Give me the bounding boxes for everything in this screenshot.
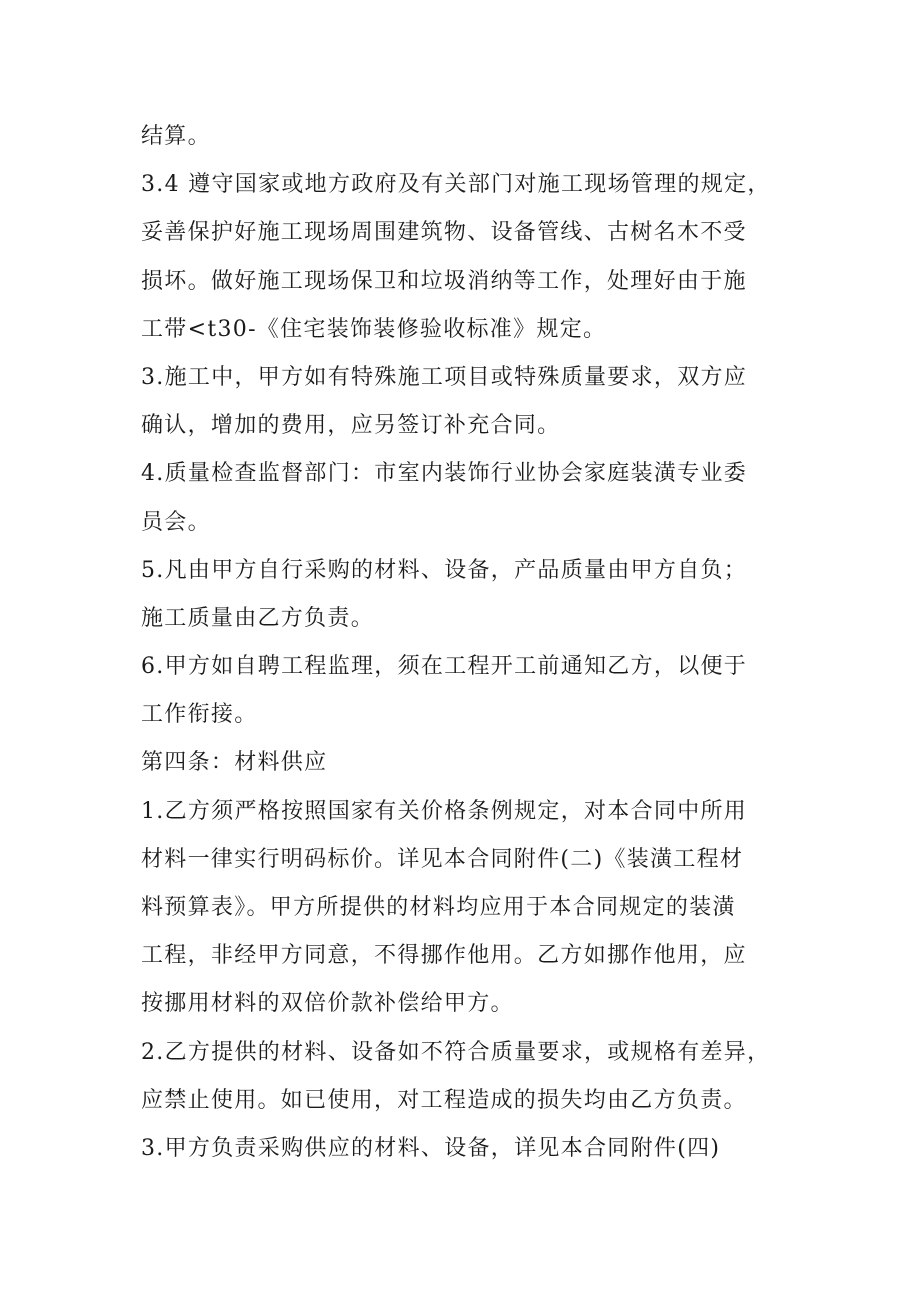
text-line: 工程，非经甲方同意，不得挪作他用。乙方如挪作他用，应 <box>141 943 747 969</box>
text-line: 3.甲方负责采购供应的材料、设备，详见本合同附件(四) <box>141 1135 721 1161</box>
text-line: 应禁止使用。如已使用，对工程造成的损失均由乙方负责。 <box>141 1087 747 1113</box>
text-line: 确认，增加的费用，应另签订补充合同。 <box>141 413 561 439</box>
text-line: 施工质量由乙方负责。 <box>141 605 375 631</box>
text-line: 3.施工中，甲方如有特殊施工项目或特殊质量要求，双方应 <box>141 364 748 390</box>
text-line: 工作衔接。 <box>141 702 258 728</box>
text-line: 1.乙方须严格按照国家有关价格条例规定，对本合同中所用 <box>141 798 748 824</box>
section-heading: 第四条：材料供应 <box>141 750 328 776</box>
text-line: 按挪用材料的双倍价款补偿给甲方。 <box>141 991 514 1017</box>
text-line: 工带<t30-《住宅装饰装修验收标准》规定。 <box>141 316 607 342</box>
text-line: 损坏。做好施工现场保卫和垃圾消纳等工作，处理好由于施 <box>141 268 747 294</box>
text-line: 员会。 <box>141 509 211 535</box>
text-line: 5.凡由甲方自行采购的材料、设备，产品质量由甲方自负； <box>141 557 748 583</box>
text-line: 结算。 <box>141 124 211 149</box>
text-line: 4.质量检查监督部门：市室内装饰行业协会家庭装潢专业委 <box>141 461 748 487</box>
text-line: 6.甲方如自聘工程监理，须在工程开工前通知乙方，以便于 <box>141 654 748 680</box>
text-line: 材料一律实行明码标价。详见本合同附件(二)《装潢工程材 <box>141 846 744 872</box>
document-body <box>141 113 791 1173</box>
text-line: 料预算表》。甲方所提供的材料均应用于本合同规定的装潢 <box>141 895 736 920</box>
text-line: 3.4 遵守国家或地方政府及有关部门对施工现场管理的规定， <box>141 172 771 198</box>
text-line: 妥善保护好施工现场周围建筑物、设备管线、古树名木不受 <box>141 220 747 246</box>
text-line: 2.乙方提供的材料、设备如不符合质量要求，或规格有差异， <box>141 1039 771 1065</box>
